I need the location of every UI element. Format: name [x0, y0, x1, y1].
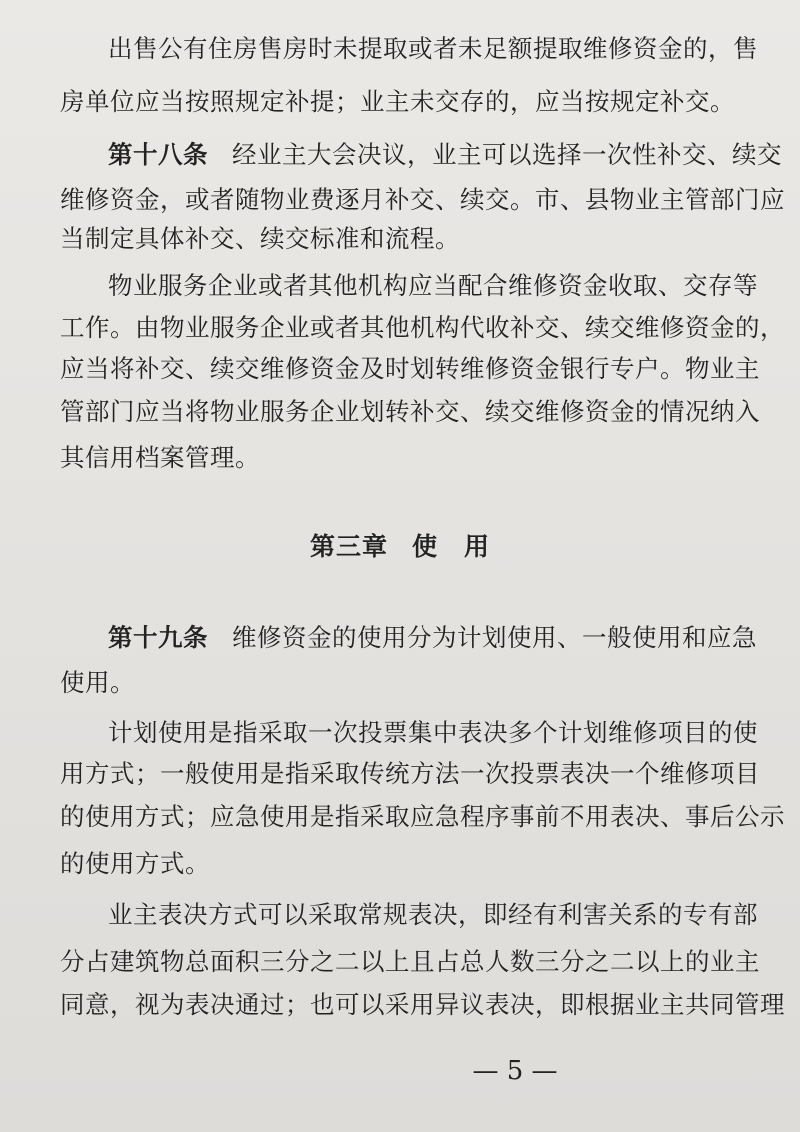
- paragraph-3-line-4: 管部门应当将物业服务企业划转补交、续交维修资金的情况纳入: [60, 397, 760, 426]
- article-18-line-1: [108, 138, 782, 172]
- chapter-number: 第三章: [309, 532, 388, 561]
- paragraph-3-line-5: 其信用档案管理。: [60, 443, 260, 472]
- article-19-label: 第十九条: [108, 623, 208, 652]
- article-18-text-1: 经业主大会决议，业主可以选择一次性补交、续交: [232, 140, 782, 169]
- usage-line-3: 的使用方式；应急使用是指采取应急程序事前不用表决、事后公示: [60, 802, 785, 831]
- paragraph-1-line-2: 房单位应当按照规定补提；业主未交存的，应当按规定补交。: [60, 87, 735, 116]
- usage-line-1: 计划使用是指采取一次投票集中表决多个计划维修项目的使: [108, 718, 758, 747]
- article-18-line-2: 维修资金，或者随物业费逐月补交、续交。市、县物业主管部门应: [60, 185, 785, 214]
- chapter-title: 使 用: [412, 532, 491, 561]
- usage-line-4: 的使用方式。: [60, 849, 210, 878]
- article-18-label: 第十八条: [108, 140, 208, 169]
- page-number: — 5 —: [472, 1056, 558, 1086]
- paragraph-1-line-1: 出售公有住房售房时未提取或者未足额提取维修资金的，售: [108, 34, 758, 63]
- article-19-line-1: [108, 621, 757, 655]
- voting-line-2: 分占建筑物总面积三分之二以上且占总人数三分之二以上的业主: [60, 947, 760, 976]
- article-19-text-1: 维修资金的使用分为计划使用、一般使用和应急: [232, 623, 757, 652]
- paragraph-3-line-1: 物业服务企业或者其他机构应当配合维修资金收取、交存等: [108, 271, 758, 300]
- paragraph-3-line-3: 应当将补交、续交维修资金及时划转维修资金银行专户。物业主: [60, 354, 760, 383]
- paragraph-3-line-2: 工作。由物业服务企业或者其他机构代收补交、续交维修资金的，: [60, 313, 785, 342]
- voting-line-1: 业主表决方式可以采取常规表决，即经有利害关系的专有部: [108, 900, 758, 929]
- chapter-heading: [0, 530, 800, 564]
- article-18-line-3: 当制定具体补交、续交标准和流程。: [60, 224, 460, 253]
- voting-line-3: 同意，视为表决通过；也可以采用异议表决，即根据业主共同管理: [60, 990, 785, 1019]
- article-19-line-2: 使用。: [60, 668, 135, 697]
- usage-line-2: 用方式；一般使用是指采取传统方法一次投票表决一个维修项目: [60, 759, 760, 788]
